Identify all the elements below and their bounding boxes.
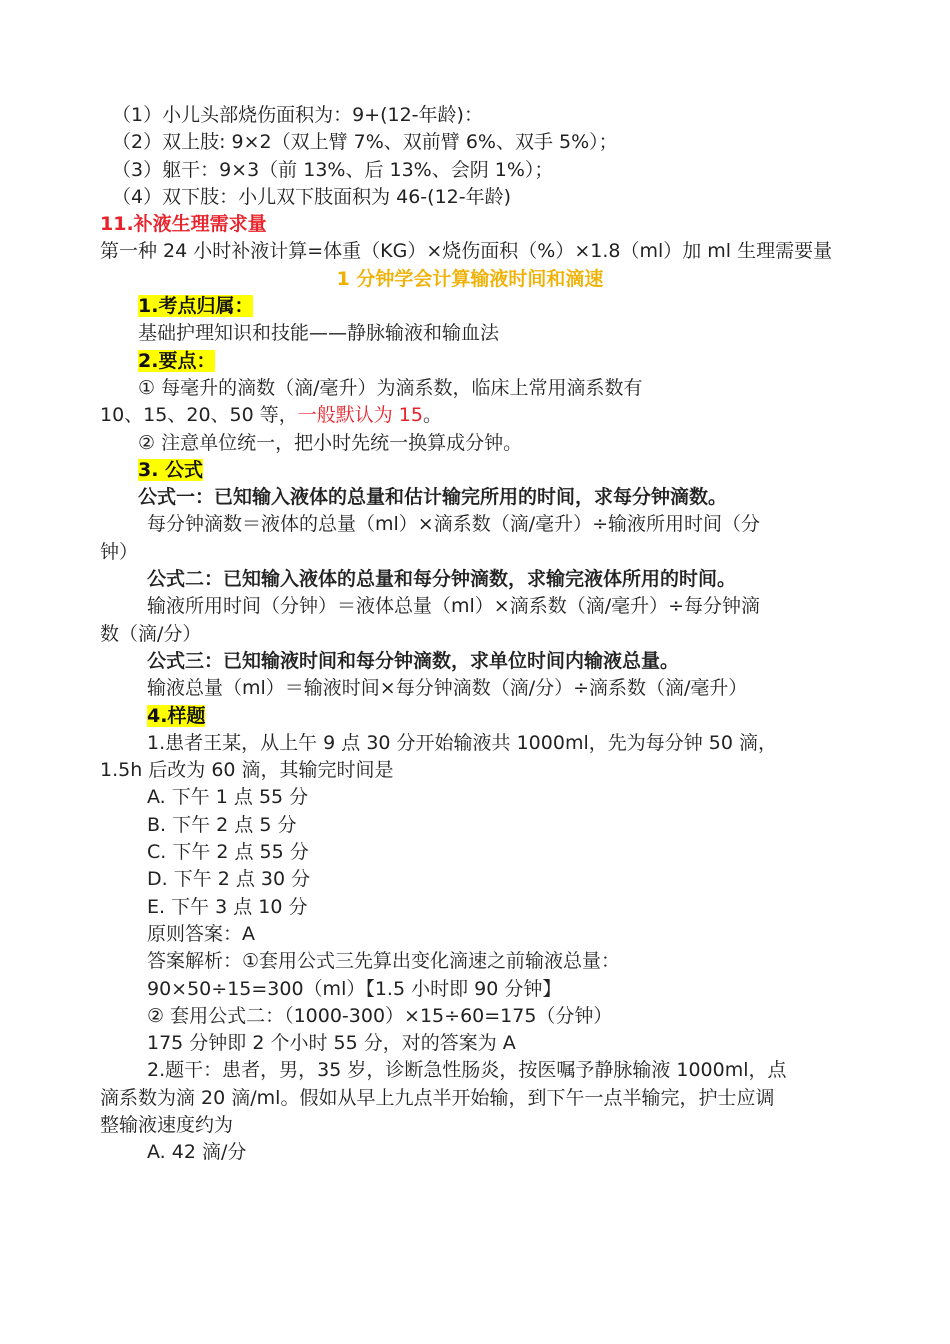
point-2-line: ② 注意单位统一，把小时先统一换算成分钟。 (138, 431, 523, 454)
question-1-line-b: 1.5h 后改为 60 滴，其输完时间是 (100, 759, 394, 782)
analysis-line-3: ② 套用公式二：（1000-300）×15÷60=175（分钟） (147, 1004, 613, 1027)
fluid-heading: 11.补液生理需求量 (100, 213, 267, 236)
document-body (100, 102, 840, 1167)
formula-3-title: 公式三：已知输液时间和每分钟滴数，求单位时间内输液总量。 (147, 649, 680, 672)
fluid-text: 第一种 24 小时补液计算=体重（KG）×烧伤面积（%）×1.8（ml）加 ml 生理需要量 (100, 240, 833, 263)
question-2-line-a: 2.题干：患者，男，35 岁，诊断急性肠炎，按医嘱予静脉输液 1000ml，点 (147, 1059, 787, 1082)
formula-1-line-a: 每分钟滴数＝液体的总量（ml）×滴系数（滴/毫升）÷输液所用时间（分 (147, 513, 761, 536)
burn-lower-line: （4）双下肢：小儿双下肢面积为 46-(12-年龄) (112, 185, 512, 208)
section-1-text: 基础护理知识和技能——静脉输液和输血法 (138, 322, 500, 345)
section-3-heading (100, 457, 840, 484)
answer-line: 原则答案：A (147, 922, 255, 945)
formula-2-title: 公式二：已知输入液体的总量和每分钟滴数，求输完液体所用的时间。 (147, 568, 737, 591)
analysis-line-4: 175 分钟即 2 个小时 55 分，对的答案为 A (147, 1032, 516, 1055)
analysis-line-1: 答案解析：①套用公式三先算出变化滴速之前输液总量： (147, 950, 621, 973)
question-2-line-b: 滴系数为滴 20 滴/ml。假如从早上九点半开始输，到下午一点半输完，护士应调 (100, 1086, 775, 1109)
point-1-values: 10、15、20、50 等， (100, 404, 298, 427)
section-4-label: 4.样题 (147, 704, 206, 727)
section-3-label: 3. 公式 (138, 458, 204, 481)
section-1-heading (100, 293, 840, 320)
analysis-line-2: 90×50÷15=300（ml）【1.5 小时即 90 分钟】 (147, 977, 562, 1000)
option-d: D. 下午 2 点 30 分 (147, 868, 311, 891)
option-a: A. 下午 1 点 55 分 (147, 786, 309, 809)
point-1-line-a: ① 每毫升的滴数（滴/毫升）为滴系数，临床上常用滴系数有 (138, 376, 643, 399)
point-1-line-b (100, 402, 840, 429)
formula-2-line-b: 数（滴/分） (100, 622, 202, 645)
formula-2-line-a: 输液所用时间（分钟）＝液体总量（ml）×滴系数（滴/毫升）÷每分钟滴 (147, 595, 761, 618)
section-4-heading (100, 703, 840, 730)
point-1-default: 一般默认为 15 (297, 404, 423, 427)
burn-upper-line: （2）双上肢: 9×2（双上臂 7%、双前臂 6%、双手 5%）； (112, 131, 618, 154)
formula-1-line-b: 钟） (100, 540, 139, 563)
section-1-label: 1.考点归属： (138, 295, 254, 318)
point-1-end: 。 (422, 404, 442, 427)
section-2-label: 2.要点： (138, 349, 216, 372)
question-2-option-a: A. 42 滴/分 (147, 1141, 247, 1164)
option-b: B. 下午 2 点 5 分 (147, 813, 297, 836)
option-e: E. 下午 3 点 10 分 (147, 895, 308, 918)
question-2-line-c: 整输液速度约为 (100, 1113, 234, 1136)
option-c: C. 下午 2 点 55 分 (147, 841, 309, 864)
formula-3-line-a: 输液总量（ml）＝输液时间×每分钟滴数（滴/分）÷滴系数（滴/毫升） (147, 677, 748, 700)
burn-head-line: （1）小儿头部烧伤面积为：9+(12-年龄)： (112, 104, 483, 126)
formula-1-title: 公式一：已知输入液体的总量和估计输完所用的时间，求每分钟滴数。 (138, 486, 728, 509)
question-1-line-a: 1.患者王某，从上午 9 点 30 分开始输液共 1000ml，先为每分钟 50 滴， (147, 731, 777, 754)
page-title: 1 分钟学会计算输液时间和滴速 (336, 267, 604, 290)
burn-trunk-line: （3）躯干：9×3（前 13%、后 13%、会阴 1%）； (112, 158, 554, 181)
section-2-heading (100, 348, 840, 375)
